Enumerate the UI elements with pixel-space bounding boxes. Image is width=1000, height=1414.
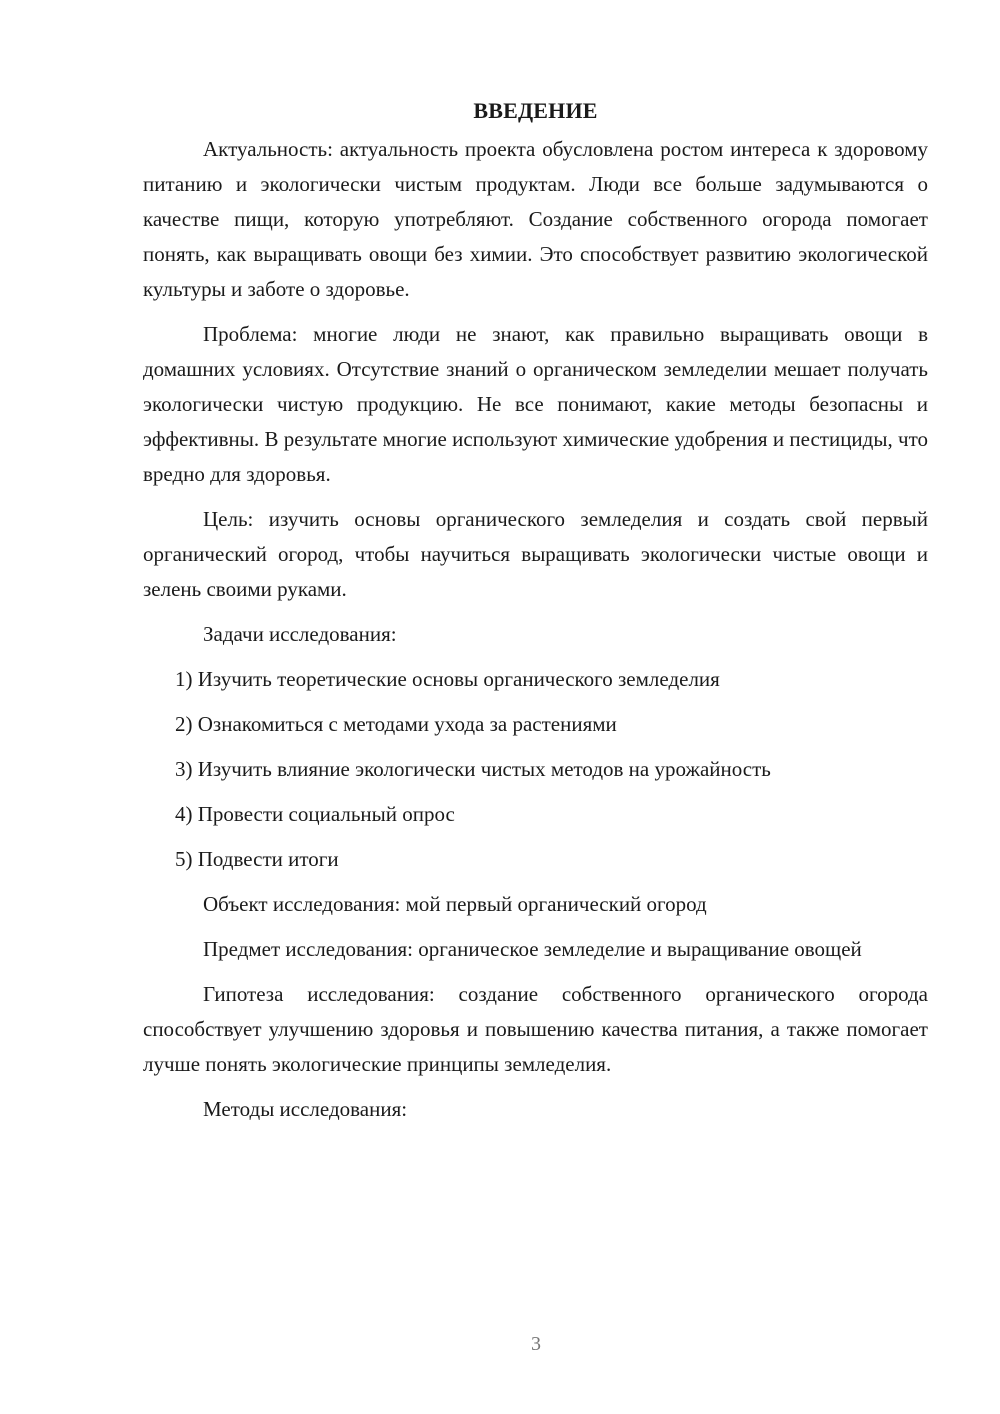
- methods-title: Методы исследования:: [203, 1097, 408, 1121]
- tasks-title: Задачи исследования:: [203, 622, 397, 646]
- relevance-paragraph: Актуальность: актуальность проекта обусловлена ростом интереса к здоровому питанию и экологически чистым продуктам. Люди все больше задумываются о качестве пищи, которую употребляют. Создание собственного огорода помогает понять, как выращивать овощи без химии. Это способствует развитию экологической культуры и заботе о здоровье.: [143, 137, 928, 301]
- document-page: [143, 94, 928, 1137]
- goal-paragraph: Цель: изучить основы органического земледелия и создать свой первый органический огород, чтобы научиться выращивать экологически чистые овощи и зелень своими руками.: [143, 507, 928, 601]
- hypothesis-paragraph: Гипотеза исследования: создание собственного органического огорода способствует улучшению здоровья и повышению качества питания, а также помогает лучше понять экологические принципы земледелия.: [143, 982, 928, 1076]
- task-item: 2) Ознакомиться с методами ухода за растениями: [175, 712, 617, 736]
- tasks-list: [143, 662, 928, 877]
- task-item: 5) Подвести итоги: [175, 847, 339, 871]
- page-number: 3: [531, 1333, 541, 1355]
- section-heading: ВВЕДЕНИЕ: [473, 98, 598, 123]
- task-item: 3) Изучить влияние экологически чистых методов на урожайность: [175, 757, 771, 781]
- object-paragraph: Объект исследования: мой первый органический огород: [203, 892, 707, 916]
- task-item: 4) Провести социальный опрос: [175, 802, 455, 826]
- problem-paragraph: Проблема: многие люди не знают, как правильно выращивать овощи в домашних условиях. Отсутствие знаний о органическом земледелии мешает получать экологически чистую продукцию. Не все понимают, какие методы безопасны и эффективны. В результате многие используют химические удобрения и пестициды, что вредно для здоровья.: [143, 322, 928, 486]
- task-item: 1) Изучить теоретические основы органического земледелия: [175, 667, 720, 691]
- subject-paragraph: Предмет исследования: органическое земледелие и выращивание овощей: [203, 937, 862, 961]
